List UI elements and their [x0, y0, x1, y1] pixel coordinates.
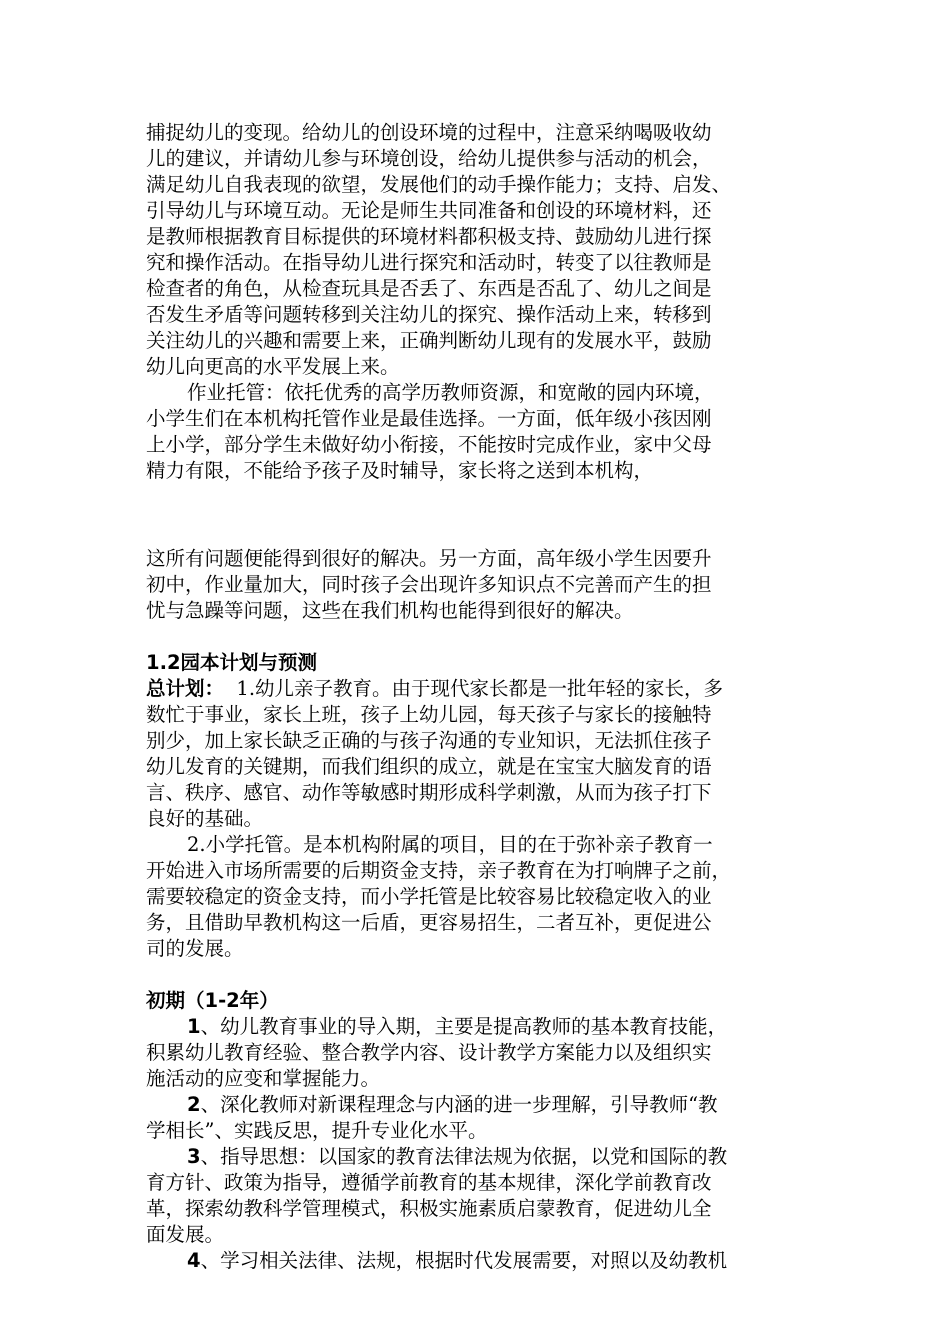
- item-number: 3: [187, 1145, 201, 1168]
- text-line: 面发展。: [146, 1223, 225, 1246]
- text-line: 精力有限，不能给予孩子及时辅导，家长将之送到本机构，: [146, 459, 654, 482]
- text-line: 2.小学托管。是本机构附属的项目，目的在于弥补亲子教育一: [187, 833, 713, 856]
- text-line: 幼儿发育的关键期，而我们组织的成立，就是在宝宝大脑发育的语: [146, 755, 712, 778]
- paragraph-total-plan: [146, 676, 806, 832]
- item-text: 、指导思想：以国家的教育法律法规为依据，以党和国际的教: [200, 1145, 728, 1168]
- text-line: 否发生矛盾等问题转移到关注幼儿的探究、操作活动上来，转移到: [146, 303, 712, 326]
- text-line: 满足幼儿自我表现的欲望，发展他们的动手操作能力；支持、启发、: [146, 173, 732, 196]
- text-line: 幼儿向更高的水平发展上来。: [146, 355, 400, 378]
- page-break-gap: [146, 484, 806, 546]
- text-line: 言、秩序、感官、动作等敏感时期形成科学刺激，从而为孩子打下: [146, 781, 712, 804]
- section-heading: 1.2园本计划与预测: [146, 651, 318, 674]
- text-line: 革，探索幼教科学管理模式，积极实施素质启蒙教育，促进幼儿全: [146, 1197, 712, 1220]
- text-line: 育方针、政策为指导，遵循学前教育的基本规律，深化学前教育改: [146, 1171, 712, 1194]
- total-plan-label: 总计划：: [146, 677, 225, 700]
- text-line: 忧与急躁等问题，这些在我们机构也能得到很好的解决。: [146, 599, 634, 622]
- total-plan-first-line: 1.幼儿亲子教育。由于现代家长都是一批年轻的家长，多: [224, 677, 724, 700]
- paragraph-environment: [146, 120, 806, 380]
- paragraph-solutions: [146, 546, 806, 624]
- text-line: 良好的基础。: [146, 807, 264, 830]
- list-item-1: [146, 1014, 806, 1092]
- text-line: [146, 1144, 806, 1170]
- text-line: 务，且借助早教机构这一后盾，更容易招生，二者互补，更促进公: [146, 911, 712, 934]
- text-line: 关注幼儿的兴趣和需要上来，正确判断幼儿现有的发展水平，鼓励: [146, 329, 712, 352]
- text-line: 这所有问题便能得到很好的解决。另一方面，高年级小学生因要升: [146, 547, 712, 570]
- text-line: 上小学，部分学生未做好幼小衔接，不能按时完成作业，家中父母: [146, 433, 712, 456]
- text-line: [146, 1014, 806, 1040]
- text-line: 引导幼儿与环境互动。无论是师生共同准备和创设的环境材料，还: [146, 199, 712, 222]
- text-line: 司的发展。: [146, 937, 244, 960]
- text-line: 小学生们在本机构托管作业是最佳选择。一方面，低年级小孩因刚: [146, 407, 712, 430]
- paragraph-primary-daycare: [146, 832, 806, 962]
- item-number: 1: [187, 1015, 201, 1038]
- list-item-3: [146, 1144, 806, 1248]
- text-line: 捕捉幼儿的变现。给幼儿的创设环境的过程中，注意采纳喝吸收幼: [146, 121, 712, 144]
- text-line: [146, 1092, 806, 1118]
- section-gap: [146, 962, 806, 988]
- text-line: 究和操作活动。在指导幼儿进行探究和活动时，转变了以往教师是: [146, 251, 712, 274]
- list-item-2: [146, 1092, 806, 1144]
- text-line: 需要较稳定的资金支持，而小学托管是比较容易比较稳定收入的业: [146, 885, 712, 908]
- text-line: 是教师根据教育目标提供的环境材料都积极支持、鼓励幼儿进行探: [146, 225, 712, 248]
- paragraph-homework-care: [146, 380, 806, 484]
- text-line: [146, 676, 806, 702]
- section-gap: [146, 624, 806, 650]
- item-text: 、学习相关法律、法规，根据时代发展需要，对照以及幼教机: [200, 1249, 728, 1272]
- text-line: 学相长”、实践反思，提升专业化水平。: [146, 1119, 488, 1142]
- document-page: [146, 120, 806, 1274]
- text-line: 初中，作业量加大，同时孩子会出现许多知识点不完善而产生的担: [146, 573, 712, 596]
- early-stage-heading: 初期（1-2年）: [146, 989, 279, 1012]
- text-line: 作业托管：依托优秀的高学历教师资源，和宽敞的园内环境，: [187, 381, 714, 404]
- text-line: [146, 1248, 806, 1274]
- item-text: 、幼儿教育事业的导入期，主要是提高教师的基本教育技能，: [200, 1015, 728, 1038]
- text-line: 开始进入市场所需要的后期资金支持，亲子教育在为打响牌子之前，: [146, 859, 732, 882]
- item-text: 、深化教师对新课程理念与内涵的进一步理解，引导教师“教: [200, 1093, 718, 1116]
- text-line: 数忙于事业，家长上班，孩子上幼儿园，每天孩子与家长的接触特: [146, 703, 712, 726]
- list-item-4: [146, 1248, 806, 1274]
- text-line: 积累幼儿教育经验、整合教学内容、设计教学方案能力以及组织实: [146, 1041, 712, 1064]
- item-number: 2: [187, 1093, 201, 1116]
- item-number: 4: [187, 1249, 201, 1272]
- text-line: 施活动的应变和掌握能力。: [146, 1067, 381, 1090]
- text-line: 别少，加上家长缺乏正确的与孩子沟通的专业知识，无法抓住孩子: [146, 729, 712, 752]
- text-line: 儿的建议，并请幼儿参与环境创设，给幼儿提供参与活动的机会，: [146, 147, 712, 170]
- text-line: 检查者的角色，从检查玩具是否丢了、东西是否乱了、幼儿之间是: [146, 277, 712, 300]
